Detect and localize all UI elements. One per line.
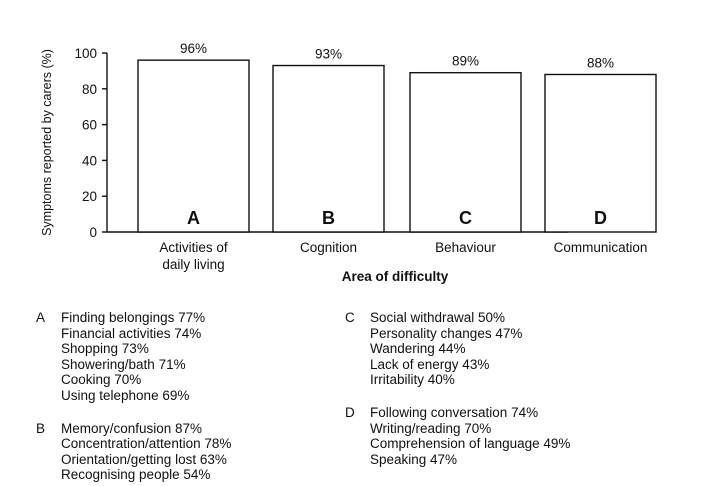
y-tick-label-100: 100 xyxy=(74,46,97,61)
x-axis-label: Area of difficulty xyxy=(341,269,449,284)
x-category-label-b-line-1: Cognition xyxy=(299,240,358,255)
legend-key-b: B xyxy=(36,420,46,436)
x-category-label-c-line-1: Behaviour xyxy=(435,240,496,255)
legend-item-d-1: Following conversation 74% xyxy=(370,404,539,420)
legend-item-b-2: Concentration/attention 78% xyxy=(61,436,232,452)
bar-value-label-d: 88% xyxy=(586,55,615,71)
legend-group-c xyxy=(345,310,570,388)
x-category-label-a-line-1: Activities of xyxy=(159,240,228,255)
y-axis-label: Symptoms reported by carers (%) xyxy=(40,49,54,236)
bar-value-label-a: 96% xyxy=(179,41,208,57)
legend-item-c-1: Social withdrawal 50% xyxy=(370,310,506,325)
legend-item-a-5: Cooking 70% xyxy=(61,372,142,388)
y-tick-label-0: 0 xyxy=(89,225,97,240)
legend-item-a-4: Showering/bath 71% xyxy=(61,356,186,372)
bar-letter-d: D xyxy=(594,208,607,228)
legend-group-a xyxy=(36,310,231,404)
legend-item-c-2: Personality changes 47% xyxy=(370,325,523,341)
legend-left-column xyxy=(36,310,231,483)
x-category-label-d-line-1: Communication xyxy=(553,240,648,255)
bar-a xyxy=(138,60,249,232)
legend-group-d xyxy=(345,405,570,467)
y-tick-label-60: 60 xyxy=(81,117,97,133)
legend-key-c: C xyxy=(345,310,355,325)
legend-item-c-5: Irritability 40% xyxy=(370,372,455,388)
y-tick-label-20: 20 xyxy=(81,189,97,205)
legend-item-b-3: Orientation/getting lost 63% xyxy=(61,451,227,467)
legend-item-c-4: Lack of energy 43% xyxy=(370,356,490,372)
legend-key-d: D xyxy=(345,404,355,420)
y-tick-label-40: 40 xyxy=(81,153,97,169)
legend-group-b xyxy=(36,421,231,483)
bar-letter-b: B xyxy=(322,208,335,228)
x-category-label-a-line-2: daily living xyxy=(162,257,225,272)
bar-letter-c: C xyxy=(459,208,472,228)
legend-item-d-4: Speaking 47% xyxy=(370,451,458,467)
bar-value-label-b: 93% xyxy=(314,46,343,62)
y-tick-label-80: 80 xyxy=(81,81,97,97)
legend-item-a-3: Shopping 73% xyxy=(61,341,149,357)
legend-item-a-1: Finding belongings 77% xyxy=(61,310,206,325)
legend-key-a: A xyxy=(36,310,46,325)
legend-item-a-6: Using telephone 69% xyxy=(61,387,190,403)
legend-right-column xyxy=(345,310,570,467)
legend-item-a-2: Financial activities 74% xyxy=(61,325,202,341)
legend-item-b-1: Memory/confusion 87% xyxy=(61,420,203,436)
legend-item-b-4: Recognising people 54% xyxy=(61,467,211,483)
bar-value-label-c: 89% xyxy=(451,53,480,69)
bar-letter-a: A xyxy=(187,208,200,228)
legend-item-d-2: Writing/reading 70% xyxy=(370,420,492,436)
legend-item-c-3: Wandering 44% xyxy=(370,341,466,357)
legend-item-d-3: Comprehension of language 49% xyxy=(370,436,571,452)
